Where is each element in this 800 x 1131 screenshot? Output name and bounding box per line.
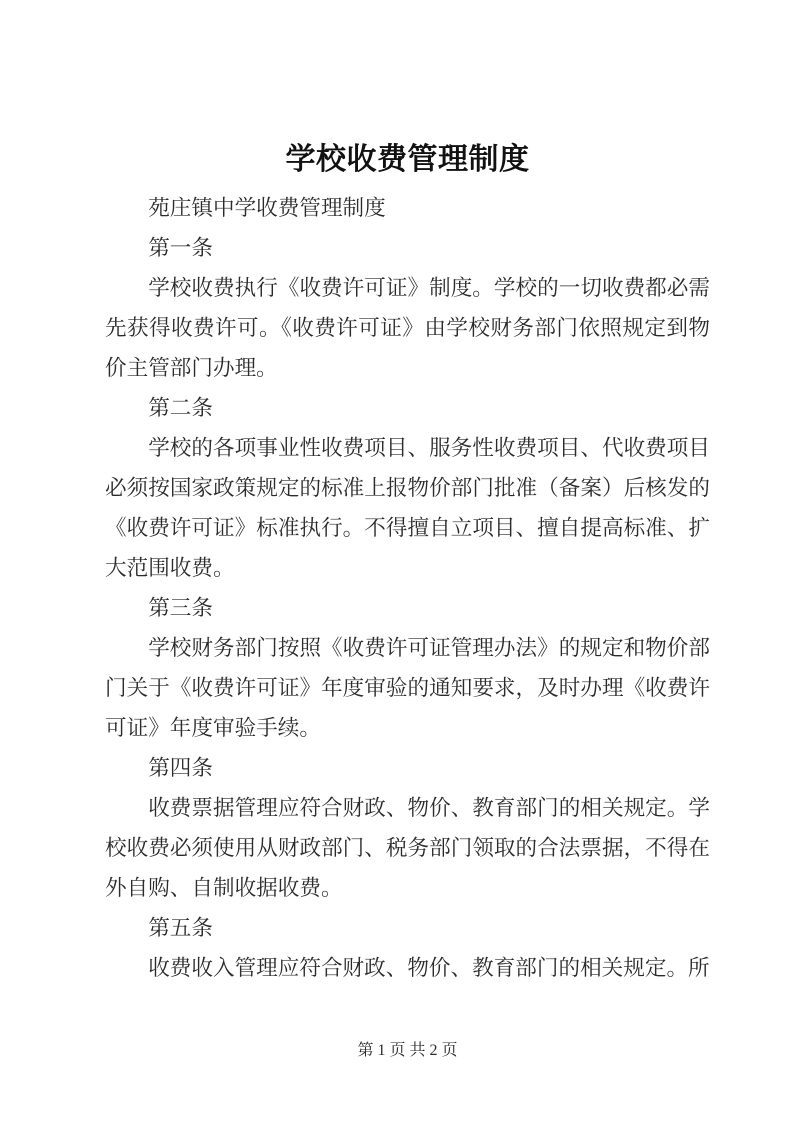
document-content [105, 136, 710, 988]
article-5-body: 收费收入管理应符合财政、物价、教育部门的相关规定。所 [148, 956, 710, 980]
article-1-body: 学校收费执行《收费许可证》制度。学校的一切收费都必需先获得收费许可。《收费许可证》由学校财务部门依照规定到物价主管部门办理。 [105, 276, 710, 380]
article-2-label: 第二条 [148, 396, 213, 420]
article-4-body: 收费票据管理应符合财政、物价、教育部门的相关规定。学校收费必须使用从财政部门、税务部门领取的合法票据，不得在外自购、自制收据收费。 [105, 796, 710, 900]
article-3-label: 第三条 [148, 596, 213, 620]
article-2-body: 学校的各项事业性收费项目、服务性收费项目、代收费项目必须按国家政策规定的标准上报物价部门批准（备案）后核发的《收费许可证》标准执行。不得擅自立项目、擅自提高标准、扩大范围收费。 [105, 436, 710, 580]
article-5-label: 第五条 [148, 916, 213, 940]
doc-subtitle: 苑庄镇中学收费管理制度 [148, 196, 386, 220]
article-4-label: 第四条 [148, 756, 213, 780]
document-title: 学校收费管理制度 [285, 143, 530, 176]
article-1-label: 第一条 [148, 236, 213, 260]
article-3-body: 学校财务部门按照《收费许可证管理办法》的规定和物价部门关于《收费许可证》年度审验的通知要求，及时办理《收费许可证》年度审验手续。 [105, 636, 710, 740]
page-footer [105, 1041, 710, 1061]
page-number: 第 1 页 共 2 页 [357, 1042, 458, 1059]
